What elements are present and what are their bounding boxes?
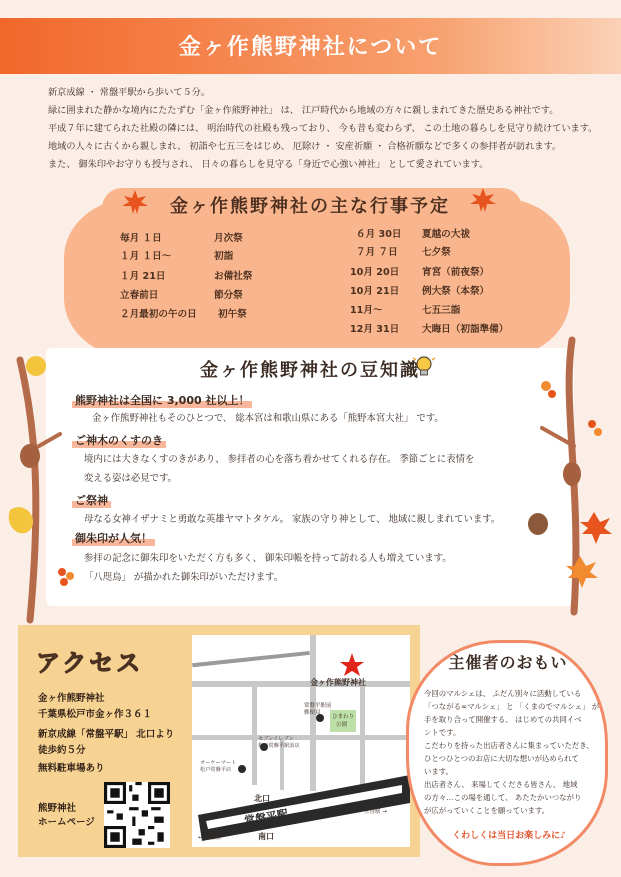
event-date: 立春前日 (120, 290, 159, 301)
trivia-text: 金ヶ作熊野神社もそのひとつで、 総本宮は和歌山県にある「熊野本宮大社」 です。 (92, 413, 444, 424)
map-okmart-label: 松戸常盤平店 (200, 767, 232, 773)
event-date: 11月～ (350, 305, 383, 316)
map-direction-label: ← 八柱駅 (198, 835, 221, 841)
event-name: 初詣 (214, 251, 234, 262)
okmart-marker-icon (238, 765, 246, 773)
trivia-heading: 御朱印が人気！ (72, 530, 155, 546)
event-date: １月 21日 (120, 271, 166, 282)
event-name: お備社祭 (214, 271, 253, 282)
event-date: 12月 31日 (350, 324, 400, 335)
greeting-line: が広がっていくことを願っています。 (424, 806, 550, 815)
trivia-heading: ご祭神 (72, 492, 111, 508)
events-title: 金ヶ作熊野神社の主な行事予定 (170, 196, 450, 217)
event-name: 初午祭 (218, 309, 247, 320)
map-south-exit: 南口 (258, 832, 274, 841)
map-post-label: 常盤平駅前 (304, 703, 332, 709)
map-post-label: 郵便局 (304, 710, 321, 716)
map-roads (192, 635, 410, 847)
event-name: 七五三詣 (422, 305, 461, 316)
page-title: 金ヶ作熊野神社について (178, 35, 443, 60)
event-date: ６月 30日 (356, 229, 402, 240)
event-name: 大晦日（初詣準備） (422, 324, 509, 335)
event-date: 10月 20日 (350, 267, 400, 278)
event-name: 夏越の大祓 (422, 229, 470, 240)
map-seven-label: 松戸常盤平駅前店 (258, 743, 300, 749)
access-name: 金ヶ作熊野神社 (38, 693, 105, 704)
map-shrine-label: 金ヶ作熊野神社 (310, 678, 366, 687)
greeting-line: います。 (424, 767, 453, 776)
access-route: 徒歩約５分 (38, 745, 86, 756)
trivia-text: 変える姿は必見です。 (84, 473, 177, 484)
trivia-text: 参拝の記念に御朱印をいただく方も多く、 御朱印帳を持って訪れる人も増えています。 (84, 553, 452, 564)
map-park-label: ひまわり (332, 714, 355, 720)
map-park-label: 公園 (336, 722, 348, 728)
event-name: 例大祭（本祭） (422, 286, 490, 297)
greeting-title: 主催者のおもい (448, 653, 568, 672)
greeting-line: 出店者さん、 来場してくださる皆さん、 地域 (424, 780, 578, 789)
intro-line: 緑に囲まれた静かな境内にたたずむ「金ヶ作熊野神社」 は、 江戸時代から地域の方々に親しまれてきた歴史ある神社です。 (48, 105, 559, 116)
shrine-star-icon (340, 653, 364, 676)
greeting-footer: くわしくは当日お楽しみに♪ (452, 831, 566, 841)
greeting-line: の方々…この場を通して、 あたたかいつながり (424, 793, 582, 802)
trivia-text: 境内には大きなくすのきがあり、 参拝者の心を落ち着かせてくれる存在。 季節ごとに表情を (84, 454, 475, 465)
homepage-label: 熊野神社 (38, 803, 77, 814)
greeting-line: 「つながる∞マルシェ」 と 「くまのでマルシェ」 が (424, 702, 600, 711)
event-name: 七夕祭 (422, 247, 451, 258)
trivia-heading: 熊野神社は全国に 3,000 社以上！ (72, 392, 252, 408)
access-parking: 無料駐車場あり (38, 763, 105, 774)
event-date: 10月 21日 (350, 286, 400, 297)
map-north-exit: 北口 (254, 794, 270, 803)
intro-line: 新京成線 ・ 常盤平駅から歩いて５分。 (48, 87, 211, 98)
map-okmart-label: オーケーマート (200, 760, 237, 766)
access-address: 千葉県松戸市金ヶ作３６１ (38, 709, 153, 720)
event-date: ７月 ７日 (356, 247, 398, 258)
trivia-text: 母なる女神イザナミと勇敢な英雄ヤマトタケル。 家族の守り神として、 地域に親しまれています。 (84, 514, 501, 525)
greeting-line: ントです。 (424, 728, 461, 737)
branch-right-icon (512, 336, 620, 616)
trivia-text: 「八咫烏」 が描かれた御朱印がいただけます。 (84, 572, 284, 583)
greeting-line: ひとつひとつのお店に大切な想いが込められて (424, 754, 579, 763)
branch-left-icon (0, 330, 80, 630)
map-station-label: 常盤平駅 (243, 807, 289, 828)
map-direction-label: 五香駅 → (364, 809, 387, 815)
event-name: 宵宮（前夜祭） (422, 267, 490, 278)
event-date: 毎月 １日 (120, 233, 162, 244)
greeting-line: 今回のマルシェは、 ふだん別々に活動している (424, 689, 582, 698)
intro-line: また、 御朱印やお守りも授与され、 日々の暮らしを見守る「身近で心強い神社」 として愛されています。 (48, 159, 489, 170)
access-title: アクセス (36, 649, 144, 677)
trivia-heading: ご神木のくすのき (72, 432, 166, 448)
event-name: 節分祭 (214, 290, 243, 301)
greeting-line: 手を取り合って開催する、 はじめての共同イベ (424, 715, 582, 724)
map-seven-label: セブンイレブン (258, 736, 294, 742)
qr-code-icon[interactable] (104, 782, 170, 848)
intro-line: 地域の人々に古くから親しまれ、 初詣や七五三をはじめ、 厄除け ・ 安産祈願 ・ 合格祈願などで多くの参拝者が訪れます。 (48, 141, 562, 152)
intro-line: 平成７年に建てられた社殿の隣には、 明治時代の社殿も残っており、 今も昔も変わらず、 この土地の暮らしを見守り続けています。 (48, 123, 598, 134)
trivia-title: 金ヶ作熊野神社の豆知識 (200, 360, 420, 381)
greeting-line: こだわりを持った出店者さんに集まっていただき、 (424, 741, 594, 750)
homepage-label: ホームページ (38, 817, 95, 828)
event-name: 月次祭 (214, 233, 243, 244)
event-date: ２月最初の午の日 (120, 309, 197, 320)
access-route: 新京成線「常盤平駅」 北口より (38, 729, 175, 740)
event-date: １月 １日～ (120, 251, 172, 262)
map[interactable] (192, 635, 410, 847)
